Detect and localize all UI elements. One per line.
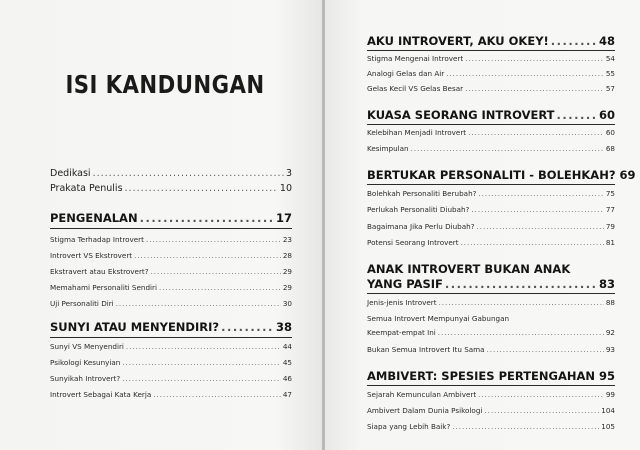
toc-heading-title: AKU INTROVERT, AKU OKEY! <box>367 34 549 48</box>
toc-entry-title: Analogi Gelas dan Air <box>367 69 445 78</box>
toc-entry-title: Gelas Kecil VS Gelas Besar <box>367 84 464 93</box>
toc-entry-title: Bagaimana Jika Perlu Diubah? <box>367 222 475 231</box>
toc-entry <box>367 205 615 214</box>
toc-entry-title: Sejarah Kemunculan Ambivert <box>367 390 477 399</box>
toc-entry-title: Kelebihan Menjadi Introvert <box>367 128 467 137</box>
toc-heading-title: YANG PASIF <box>367 277 443 291</box>
toc-entry <box>50 267 292 276</box>
toc-entry-title: Stigma Mengenai Introvert <box>367 54 464 63</box>
toc-entry-title: Kesimpulan <box>367 144 409 153</box>
toc-entry-title: Jenis-jenis Introvert <box>367 298 437 307</box>
toc-entry-page: 88 <box>605 298 615 307</box>
toc-entry-title: Ekstravert atau Ekstrovert? <box>50 267 149 276</box>
toc-entry-title: Dedikasi <box>50 168 91 179</box>
toc-entry <box>367 406 615 415</box>
toc-heading-page: 83 <box>598 277 615 291</box>
toc-entry <box>367 54 615 63</box>
toc-entry-title: Ambivert Dalam Dunia Psikologi <box>367 406 483 415</box>
toc-entry-page: 23 <box>282 235 292 244</box>
toc-heading-page: 17 <box>275 211 292 225</box>
toc-heading-aku-introvert <box>367 34 615 48</box>
toc-entry <box>367 298 615 307</box>
toc-entry-page: 44 <box>282 342 292 351</box>
toc-entry <box>367 84 615 93</box>
section-rule <box>50 228 292 229</box>
toc-entry-page: 68 <box>605 144 615 153</box>
toc-entry-title: Introvert Sebagai Kata Kerja <box>50 390 152 399</box>
toc-heading-page: 48 <box>598 34 615 48</box>
toc-entry-page: 92 <box>605 328 615 337</box>
page-title: ISI KANDUNGAN <box>65 70 265 99</box>
toc-heading-sunyi <box>50 320 292 334</box>
toc-entry-page: 104 <box>601 406 615 415</box>
toc-entry <box>50 342 292 351</box>
toc-entry-page: 28 <box>282 251 292 260</box>
toc-entry-title: Potensi Seorang Introvert <box>367 238 459 247</box>
toc-entry <box>50 358 292 367</box>
toc-entry-page: 3 <box>285 168 292 179</box>
toc-entry-page: 93 <box>605 345 615 354</box>
section-rule <box>50 337 292 338</box>
toc-entry-page: 99 <box>605 390 615 399</box>
toc-entry-page: 81 <box>605 238 615 247</box>
toc-entry <box>367 69 615 78</box>
toc-heading-page: 69 <box>619 168 636 182</box>
toc-heading-pengenalan <box>50 211 292 225</box>
toc-entry <box>367 345 615 354</box>
toc-heading-page: 60 <box>598 108 615 122</box>
toc-entry <box>50 283 292 292</box>
toc-entry <box>50 251 292 260</box>
toc-entry-title: Bolehkah Personaliti Berubah? <box>367 189 477 198</box>
toc-entry-page: 105 <box>601 422 615 431</box>
toc-entry-page: 54 <box>605 54 615 63</box>
toc-entry-page: 57 <box>605 84 615 93</box>
section-rule <box>367 385 615 386</box>
toc-entry <box>367 144 615 153</box>
toc-entry-title: Stigma Terhadap Introvert <box>50 235 144 244</box>
section-rule <box>367 293 615 294</box>
toc-entry-dedikasi <box>50 168 292 179</box>
toc-heading-page: 95 <box>599 369 616 383</box>
toc-entry-title: Siapa yang Lebih Baik? <box>367 422 451 431</box>
toc-entry-page: 29 <box>282 267 292 276</box>
toc-entry-page: 79 <box>605 222 615 231</box>
toc-entry-page: 46 <box>282 374 292 383</box>
toc-entry-page: 29 <box>282 283 292 292</box>
toc-entry-title: Uji Personaliti Diri <box>50 299 114 308</box>
toc-entry-page: 75 <box>605 189 615 198</box>
toc-entry <box>50 374 292 383</box>
section-rule <box>367 124 615 125</box>
toc-entry-title: Prakata Penulis <box>50 183 123 194</box>
toc-entry-title: Keempat-empat Ini <box>367 328 436 337</box>
toc-entry-line1: Semua Introvert Mempunyai Gabungan <box>367 314 510 323</box>
section-rule <box>367 50 615 51</box>
toc-entry <box>367 238 615 247</box>
toc-entry-title: Bukan Semua Introvert Itu Sama <box>367 345 485 354</box>
toc-entry-page: 55 <box>605 69 615 78</box>
toc-entry-page: 10 <box>279 183 292 194</box>
toc-entry <box>367 128 615 137</box>
toc-entry-title: Sunyikah Introvert? <box>50 374 121 383</box>
toc-entry-page: 77 <box>605 205 615 214</box>
right-page <box>325 0 640 450</box>
toc-entry <box>50 235 292 244</box>
toc-heading-anak <box>367 277 615 291</box>
toc-entry <box>367 189 615 198</box>
toc-entry <box>367 328 615 337</box>
toc-entry-title: Memahami Personaliti Sendiri <box>50 283 157 292</box>
toc-entry-page: 30 <box>282 299 292 308</box>
toc-heading-anak-line1: ANAK INTROVERT BUKAN ANAK <box>367 262 571 276</box>
toc-entry <box>367 222 615 231</box>
toc-heading-title: BERTUKAR PERSONALITI - BOLEHKAH? <box>367 168 616 182</box>
toc-heading-kuasa <box>367 108 615 122</box>
toc-entry-page: 45 <box>282 358 292 367</box>
toc-entry <box>367 422 615 431</box>
toc-entry-title: Psikologi Kesunyian <box>50 358 121 367</box>
toc-entry <box>50 299 292 308</box>
toc-entry-title: Sunyi VS Menyendiri <box>50 342 124 351</box>
toc-entry-title: Introvert VS Ekstrovert <box>50 251 133 260</box>
section-rule <box>367 184 615 185</box>
toc-entry-page: 60 <box>605 128 615 137</box>
toc-entry <box>50 390 292 399</box>
toc-entry <box>367 390 615 399</box>
toc-heading-title: KUASA SEORANG INTROVERT <box>367 108 555 122</box>
toc-heading-page: 38 <box>275 320 292 334</box>
toc-entry-prakata <box>50 183 292 194</box>
toc-heading-title: SUNYI ATAU MENYENDIRI? <box>50 320 220 334</box>
toc-heading-title: PENGENALAN <box>50 211 138 225</box>
toc-entry-page: 47 <box>282 390 292 399</box>
toc-heading-title: AMBIVERT: SPESIES PERTENGAHAN <box>367 369 596 383</box>
toc-heading-ambivert <box>367 369 615 383</box>
toc-entry-title: Perlukah Personaliti Diubah? <box>367 205 470 214</box>
toc-heading-bertukar <box>367 168 636 182</box>
